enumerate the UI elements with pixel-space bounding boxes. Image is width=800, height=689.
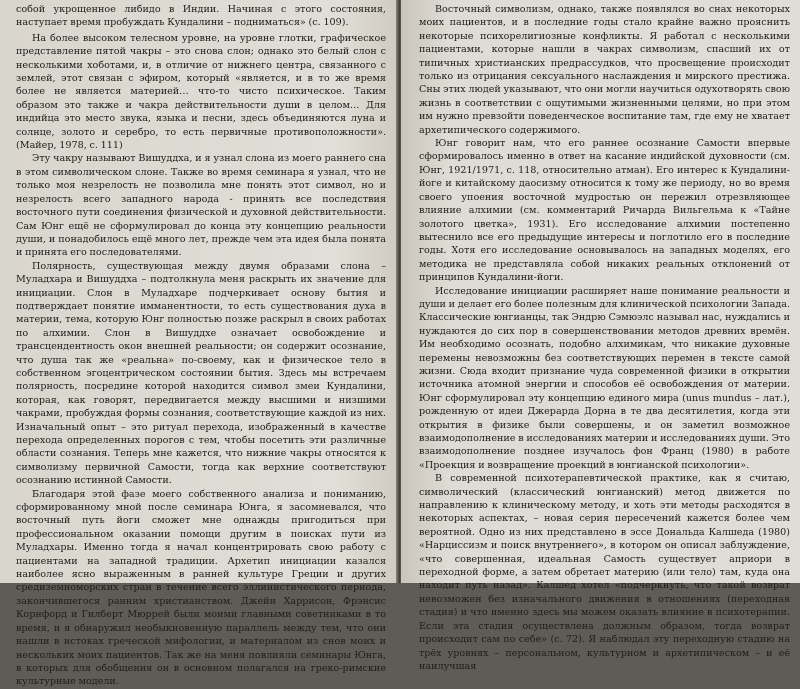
right-paragraph-4: В современной психотерапевтической практике, как я считаю, символический (классический юнгианский) метод движется по направлению к клиническому методу, и хоть эти методы расходятся в некоторых аспектах, – новая серия пересечений кажется более чем вероятной. Одно из них представлено в эссе Дональда Калшеда (1980) «Нарциссизм и поиск внутреннего», в котором он описал заблуждение, «что совершенная, идеальная Самость существует априори в переходной форме, а затем обретает материю (или тело) там, куда она находит путь назад». Калшед хотел «подчеркнуть, что такой возврат невозможен без изначального движения в отношениях (переходная стадия) и что именно здесь мы можем оказать влияние в психотерапии. Если эта стадия осуществлена должным образом, тогда возврат происходит сам по себе» (с. 72). Я наблюдал эту переходную стадию на трёх уровнях – персональном, культурном и архетипическом – и её наилучшая [419,473,790,672]
left-paragraph-2: На более высоком телесном уровне, на уровне глотки, графическое представление пятой чакры – это снова слон; однако это белый слон с несколькими хоботами, и, в отличие от нижнего центра, связанного с землей, этот связан с эфиром, который «является, и в то же время более не является материей… что-то чисто психическое. Таким образом это также и чакра действительности души в целом… Для индийца это место звука, языка и песни, здесь объединяются луна и солнце, золото и серебро, то есть первичные противоположности». (Майер, 1978, с. 111) [16,32,386,152]
left-paragraph-1: собой укрощенное либидо в Индии. Начиная с этого состояния, наступает время пробуждать Кундалини – подниматься» (с. 109). [16,4,386,29]
right-paragraph-1: Восточный символизм, однако, также появлялся во снах некоторых моих пациентов, и в последние годы стало крайне важно прояснить некоторые психорелигиозные конфликты. Я работал с несколькими пациентами, которые нашли в чакрах символизм, спасший их от типичных христианских предрассудков, что просвещение происходит только из отрицания сексуального наслаждения и мирского престижа. Сны этих людей указывают, что они могли научиться одухотворять свою жизнь в соответствии с ощутимыми жизненными целями, но при этом им нужно превзойти поведенческое воспитание там, где ему не хватает архетипического содержимого. [419,4,790,136]
left-paragraph-5: Благодаря этой фазе моего собственного анализа и пониманию, сформированному мной после семинара Юнга, я засомневался, что восточный путь йоги сможет мне однажды пригодиться при профессиональном оказании помощи другим в поисках пути из Муладхары. Именно тогда я начал концентрировать свою работу с пациентами на западной традиции. Архетип инициации казался наиболее ясно выраженным в ранней культуре Греции и других средиземноморских стран в течение всего эллинистического периода, закончившегося ранним христианством. Джейн Харрисон, Фрэнсис Корнфорд и Гилберт Мюррей были моими главными советниками в то время, и я обнаружил необыкновенную параллель между тем, что они нашли в истоках греческой мифологии, и материалом из снов моих и нескольких моих пациентов. Так же на меня повлияли семинары Юнга, в которых для обобщения он в основном полагался на греко-римские культурные модели. [16,488,386,688]
right-paragraph-2: Юнг говорит нам, что его раннее осознание Самости впервые сформировалось именно в ответ на касание индийской духовности (см. Юнг, 1921/1971, с. 118, относительно атман). Его интерес к Кундалини-йоге и китайскому даосизму относится к тому же периоду, но во время своего упоения восточной мудростью он пережил отрезвляющее влияние алхимии (см. комментарий Ричарда Вильгельма к «Тайне золотого цветка», 1931). Его исследование алхимии постепенно вытеснило все его предыдущие интересы и поглотило его в последние годы. Хотя его исследование основывалось на западных моделях, его методика не представляла собой никаких реальных отклонений от принципов Кундалини-йоги. [419,138,790,284]
left-paragraph-3: Эту чакру называют Вишуддха, и я узнал слона из моего раннего сна в этом символическом слоне. Также во время семинара я узнал, что не только моя незрелость не позволила мне понять этот символ, но и незрелость всего западного народа - принять все последствия восточного пути соединения физической и духовной действительности. Сам Юнг ещё не сформулировал до конца эту концепцию реальности души, и понадобилось ещё много лет, прежде чем эта идея была понята и принята его последователями. [16,153,386,259]
left-page [0,0,398,688]
right-paragraph-3: Исследование инициации расширяет наше понимание реальности и души и делает его более полезным для клинической психологии Запада. Классические юнгианцы, так Эндрю Сэмюэлс называл нас, нуждались и нуждаются до сих пор в совершенствовании методов древних времён. Им необходимо осознать, подобно алхимикам, что никакие духовные перемены невозможны без соответствующих перемен в тексте самой жизни. Сюда входит признание чуда современной физики в открытии источника атомной энергии и способов её освобождения от материи. Юнг сформулировал эту концепцию единого мира (unus mundus – лат.), рожденную от идеи Джерарда Дорна в те два десятилетия, когда эти открытия в физике были совершены, и он заметил возможное взаимодополнение в исследованиях материи и исследованиях души. Это взаимодополнение позднее изучалось фон Франц (1980) в работе «Проекция и возвращение проекций в юнгианской психологии». [419,285,790,471]
left-paragraph-4: Полярность, существующая между двумя образами слона – Муладхара и Вишуддха – подтолкнула меня раскрыть их значение для инициации. Слон в Муладхаре подчеркивает основу бытия и подтверждает понятие имманентности, то есть существования духа в материи, тема, которую Юнг полностью позже раскрыл в своих работах по алхимии. Слон в Вишуддхе означает освобождение и трансцендентность окон внешней реальности; он содержит осознание, что душа так же «реальна» по-своему, как и физическое тело в собственном эгоцентрическом состоянии бытия. Здесь мы встречаем полярность, посредине которой находится символ змеи Кундалини, которая, как говорят, передвигается между высшими и низшими чакрами, пробуждая формы сознания, соответствующие каждой из них. Изначальный опыт – это ритуал перехода, изображенный в качестве перехода определенных порогов с тем, чтобы посетить эти различные области сознания. Теперь мне кажется, что нижние чакры относятся к символизму первичной Самости, тогда как верхние соответствуют осознанию истинной Самости. [16,260,386,487]
right-page [401,0,800,672]
